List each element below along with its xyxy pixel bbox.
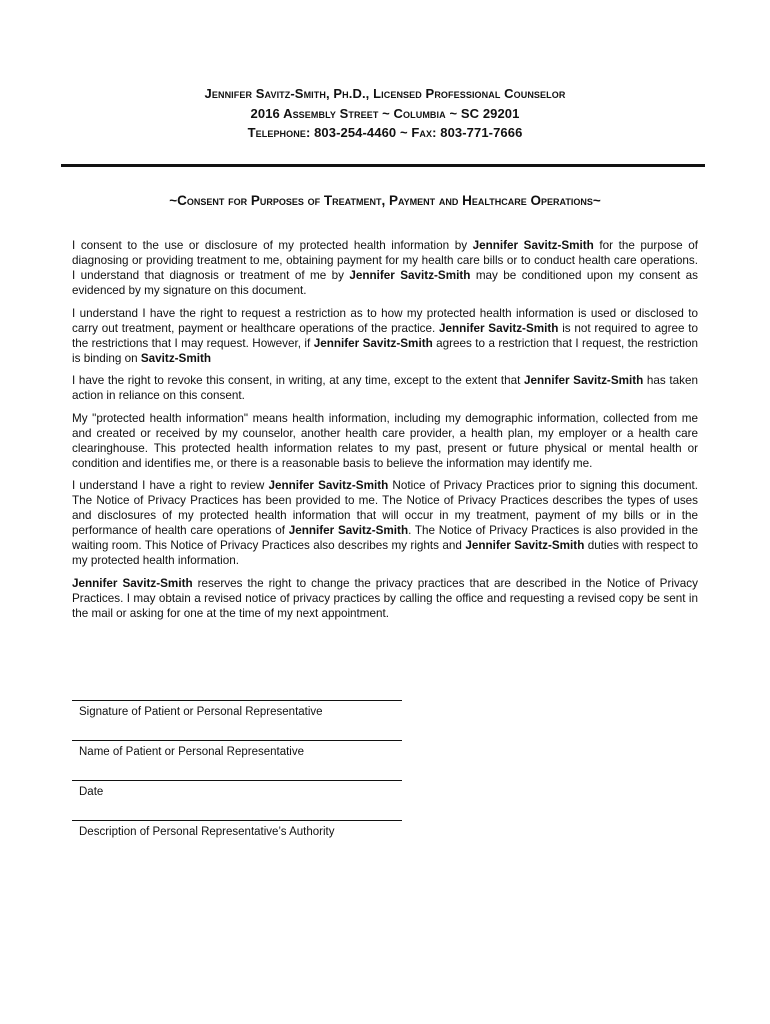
- letterhead-name: Jennifer Savitz-Smith, Ph.D., Licensed Professional Counselor: [204, 86, 566, 101]
- paragraph-phi-definition: My "protected health information" means health information, including my demographic information, collected from me and created or received by my counselor, another health care provider, a health plan, my employer or a health care clearinghouse. This protected health information relates to my past, present or future physical or mental health or condition and identifies me, or there is a reasonable basis to believe the information may identify me.: [72, 411, 698, 470]
- name-line[interactable]: [72, 740, 402, 758]
- date-line[interactable]: [72, 780, 402, 798]
- paragraph-restriction: I understand I have the right to request a restriction as to how my protected health information is used or disclosed to carry out treatment, payment or healthcare operations of the practice. Jennifer Savitz-Smith is not required to agree to the restrictions that I may request. However, if Jennifer Savitz-Smith agrees to a restriction that I request, the restriction is binding on Savitz-Smith: [72, 306, 699, 365]
- letterhead-address: 2016 Assembly Street ~ Columbia ~ SC 29201: [250, 105, 520, 121]
- consent-body: [72, 238, 698, 628]
- paragraph-consent: I consent to the use or disclosure of my protected health information by Jennifer Savitz-Smith for the purpose of diagnosing or providing treatment to me, obtaining payment for my health care bills or to conduct health care operations. I understand that diagnosis or treatment of me by Jennifer Savitz-Smith may be conditioned upon my consent as evidenced by my signature on this document.: [72, 239, 698, 297]
- paragraph-notice-review: I understand I have a right to review Jennifer Savitz-Smith Notice of Privacy Practices prior to signing this document. The Notice of Privacy Practices has been provided to me. The Notice of Privacy Practices describes the types of uses and disclosures of my protected health information that will occur in my treatment, payment of my bills or in the performance of health care operations of Jennifer Savitz-Smith. The Notice of Privacy Practices is also provided in the waiting room. This Notice of Privacy Practices also describes my rights and Jennifer Savitz-Smith duties with respect to my protected health information.: [72, 479, 699, 567]
- authority-label: Description of Personal Representative’s Authority: [79, 826, 335, 838]
- header-divider: [61, 164, 705, 167]
- date-label: Date: [79, 786, 104, 798]
- authority-line[interactable]: [72, 820, 402, 838]
- letterhead-phone-fax: Telephone: 803-254-4460 ~ Fax: 803-771-7666: [247, 125, 523, 140]
- document-title: ~Consent for Purposes of Treatment, Payment and Healthcare Operations~: [169, 193, 601, 208]
- name-label: Name of Patient or Personal Representative: [79, 746, 305, 758]
- signature-label: Signature of Patient or Personal Representative: [79, 706, 323, 718]
- paragraph-change-rights: Jennifer Savitz-Smith reserves the right to change the privacy practices that are described in the Notice of Privacy Practices. I may obtain a revised notice of privacy practices by calling the office and requesting a revised copy be sent in the mail or asking for one at the time of my next appointment.: [72, 576, 698, 620]
- letterhead: [0, 84, 770, 143]
- signature-line[interactable]: [72, 700, 402, 718]
- paragraph-revoke: I have the right to revoke this consent, in writing, at any time, except to the extent that Jennifer Savitz-Smith has taken action in reliance on this consent.: [72, 374, 699, 402]
